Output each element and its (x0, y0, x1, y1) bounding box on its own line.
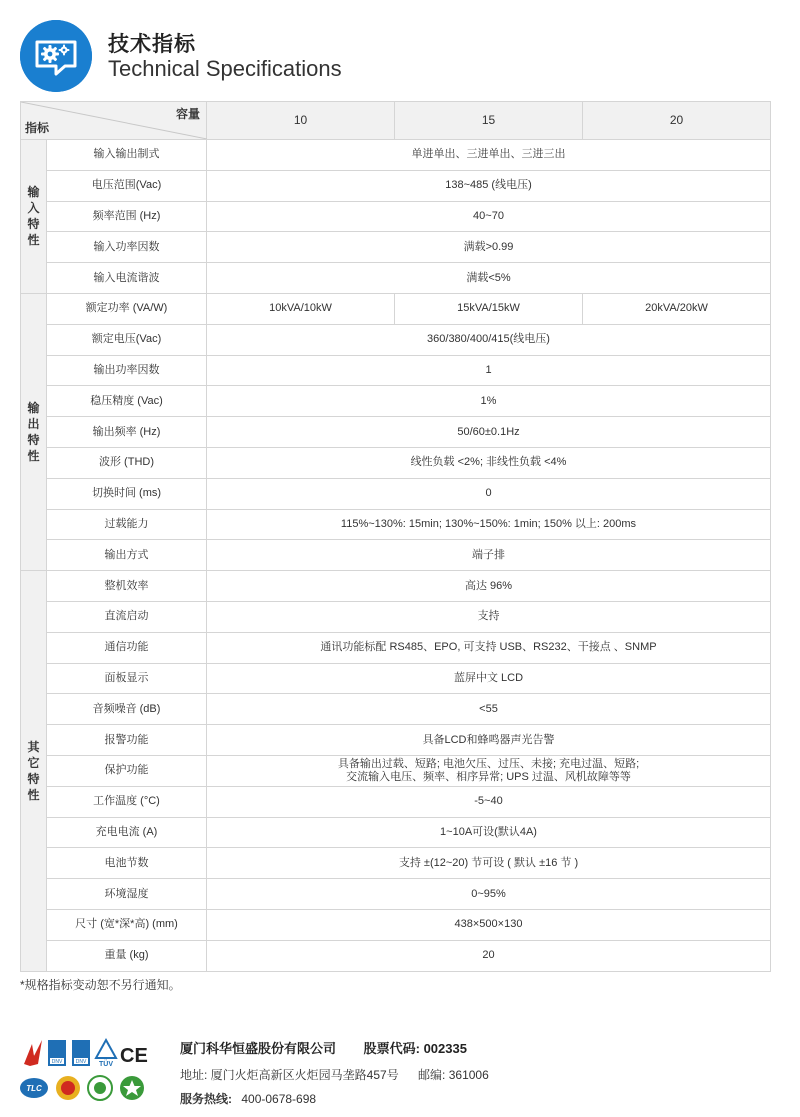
environment-label-icon (120, 1076, 144, 1100)
table-row (21, 786, 771, 817)
gear-screen-logo-icon (20, 20, 92, 92)
table-row (21, 601, 771, 632)
category-cell: 输 出 特 性 (21, 293, 47, 570)
table-row (21, 140, 771, 171)
table-row (21, 879, 771, 910)
spec-value-cell: 0 (207, 478, 771, 509)
spec-label-cell: 额定电压(Vac) (47, 324, 207, 355)
table-row (21, 540, 771, 571)
page-subtitle: Technical Specifications (108, 56, 342, 81)
table-row (21, 324, 771, 355)
tlc-cert-icon (20, 1078, 48, 1098)
stock-code: 股票代码: 002335 (363, 1041, 467, 1056)
spec-label-cell: 电池节数 (47, 848, 207, 879)
indicator-heading: 指标 (25, 121, 50, 135)
spec-value-cell: 40~70 (207, 201, 771, 232)
spec-label-cell: 输入输出制式 (47, 140, 207, 171)
spec-value-cell: -5~40 (207, 786, 771, 817)
spec-label-cell: 报警功能 (47, 725, 207, 756)
category-cell: 输 入 特 性 (21, 140, 47, 294)
table-row (21, 909, 771, 940)
table-row (21, 848, 771, 879)
spec-label-cell: 保护功能 (47, 755, 207, 786)
table-row (21, 201, 771, 232)
table-row (21, 170, 771, 201)
spec-label-cell: 切换时间 (ms) (47, 478, 207, 509)
table-row (21, 694, 771, 725)
address-text: 地址: 厦门火炬高新区火炬园马垄路457号 (180, 1068, 399, 1082)
footer-company (180, 1038, 491, 1057)
table-row (21, 817, 771, 848)
spec-label-cell: 输出方式 (47, 540, 207, 571)
table-row (21, 725, 771, 756)
spec-label-cell: 工作温度 (°C) (47, 786, 207, 817)
spec-label-cell: 输出功率因数 (47, 355, 207, 386)
spec-value-cell: 支持 (207, 601, 771, 632)
spec-value-cell: 具备输出过载、短路; 电池欠压、过压、未接; 充电过温、短路; 交流输入电压、频率、相序异常; UPS 过温、风机故障等等 (207, 755, 771, 786)
spec-label-cell: 直流启动 (47, 601, 207, 632)
spec-value-cell: 高达 96% (207, 571, 771, 602)
table-row (21, 478, 771, 509)
table-row (21, 663, 771, 694)
spec-value-cell: 单进单出、三进单出、三进三出 (207, 140, 771, 171)
spec-label-cell: 通信功能 (47, 632, 207, 663)
cert-label: TLC (26, 1084, 42, 1093)
category-cell: 其 它 特 性 (21, 571, 47, 971)
spec-value-cell: 1~10A可设(默认4A) (207, 817, 771, 848)
spec-value-cell: <55 (207, 694, 771, 725)
spec-label-cell: 重量 (kg) (47, 940, 207, 971)
spec-value-cell: 115%~130%: 15min; 130%~150%: 1min; 150% 以上: 200ms (207, 509, 771, 540)
spec-label-cell: 输入电流谐波 (47, 263, 207, 294)
capacity-column-header: 20 (583, 102, 771, 140)
cert-label: TÜV (99, 1061, 113, 1068)
table-row (21, 293, 771, 324)
china-quality-award-icon (24, 1040, 42, 1066)
table-row (21, 263, 771, 294)
spec-label-cell: 过载能力 (47, 509, 207, 540)
spec-label-cell: 频率范围 (Hz) (47, 201, 207, 232)
spec-value-cell: 138~485 (线电压) (207, 170, 771, 201)
spec-value-cell: 具备LCD和蜂鸣器声光告警 (207, 725, 771, 756)
table-row (21, 232, 771, 263)
spec-value-cell: 通讯功能标配 RS485、EPO, 可支持 USB、RS232、干接点 、SNMP (207, 632, 771, 663)
page-title: 技术指标 (108, 33, 196, 56)
spec-table-body (21, 102, 771, 972)
spec-label-cell: 输出频率 (Hz) (47, 417, 207, 448)
spec-label-cell: 音频噪音 (dB) (47, 694, 207, 725)
spec-value-cell: 线性负载 <2%; 非线性负载 <4% (207, 447, 771, 478)
spec-label-cell: 额定功率 (VA/W) (47, 293, 207, 324)
spec-label-cell: 充电电流 (A) (47, 817, 207, 848)
spec-label-cell: 尺寸 (宽*深*高) (mm) (47, 909, 207, 940)
capacity-column-header: 10 (207, 102, 395, 140)
spec-value-cell: 支持 ±(12~20) 节可设 ( 默认 ±16 节 ) (207, 848, 771, 879)
spec-value-cell: 20kVA/20kW (583, 293, 771, 324)
footer-address (180, 1066, 505, 1083)
spec-value-cell: 满载<5% (207, 263, 771, 294)
hotline-label: 服务热线: (180, 1092, 232, 1106)
spec-table (20, 101, 771, 972)
spec-label-cell: 整机效率 (47, 571, 207, 602)
table-header-row (21, 102, 771, 140)
cert-label: DNV (75, 1059, 87, 1065)
spec-label-cell: 输入功率因数 (47, 232, 207, 263)
table-row (21, 355, 771, 386)
hotline-number: 400-0678-698 (241, 1092, 317, 1106)
table-row (21, 386, 771, 417)
tuv-cert-icon (96, 1040, 116, 1068)
table-row (21, 632, 771, 663)
spec-label-cell: 面板显示 (47, 663, 207, 694)
company-name: 厦门科华恒盛股份有限公司 (180, 1041, 337, 1056)
ce-mark-icon: CE (120, 1045, 148, 1067)
table-corner-cell (21, 102, 207, 140)
spec-value-cell: 端子排 (207, 540, 771, 571)
spec-value-cell: 438×500×130 (207, 909, 771, 940)
table-row (21, 417, 771, 448)
spec-value-cell: 50/60±0.1Hz (207, 417, 771, 448)
table-row (21, 940, 771, 971)
spec-value-cell: 0~95% (207, 879, 771, 910)
table-row (21, 509, 771, 540)
capacity-column-header: 15 (395, 102, 583, 140)
spec-value-cell: 1 (207, 355, 771, 386)
dnv-iso-cert-icon (48, 1040, 66, 1066)
spec-value-cell: 15kVA/15kW (395, 293, 583, 324)
footer-hotline (180, 1090, 316, 1107)
certification-logos (20, 1036, 170, 1106)
postcode-text: 邮编: 361006 (418, 1068, 489, 1082)
table-row (21, 571, 771, 602)
table-row (21, 447, 771, 478)
national-award-icon (56, 1076, 80, 1100)
spec-label-cell: 波形 (THD) (47, 447, 207, 478)
green-cert-icon (88, 1076, 112, 1100)
dnv-iso-cert-icon (72, 1040, 90, 1066)
spec-value-cell: 满载>0.99 (207, 232, 771, 263)
spec-value-cell: 10kVA/10kW (207, 293, 395, 324)
disclaimer-note: *规格指标变动恕不另行通知。 (20, 978, 181, 992)
spec-label-cell: 电压范围(Vac) (47, 170, 207, 201)
spec-value-cell: 蓝屏中文 LCD (207, 663, 771, 694)
cert-label: DNV (51, 1059, 63, 1065)
spec-value-cell: 360/380/400/415(线电压) (207, 324, 771, 355)
capacity-heading: 容量 (175, 107, 200, 121)
spec-value-cell: 1% (207, 386, 771, 417)
spec-label-cell: 稳压精度 (Vac) (47, 386, 207, 417)
spec-label-cell: 环境湿度 (47, 879, 207, 910)
table-row (21, 755, 771, 786)
spec-value-cell: 20 (207, 940, 771, 971)
